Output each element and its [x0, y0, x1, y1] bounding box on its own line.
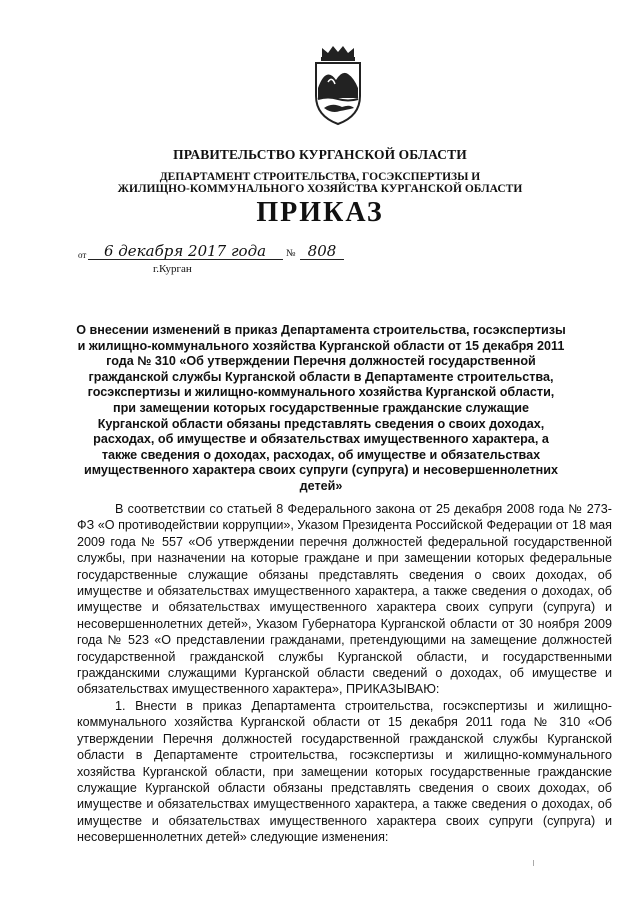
number-label: № [286, 248, 296, 259]
handwritten-number: 808 [307, 242, 337, 260]
city-name: г.Курган [153, 263, 192, 275]
coat-of-arms-icon [308, 44, 368, 126]
scan-mark [533, 860, 534, 866]
date-underline [88, 259, 283, 260]
item-1-paragraph: 1. Внести в приказ Департамента строительства, госэкспертизы и жилищно-коммунального хозяйства Курганской области от 15 декабря 2011 года № 310 «Об утверждении Перечня должностей государственной гражданской службы Курганской области в Департаменте строительства, госэкспертизы и жилищно-коммунального хозяйства Курганской области, при замещении которых государственные гражданские служащие Курганской области обязаны представлять сведения о своих доходах, об имуществе и обязательствах имущественного характера, а также сведения о доходах, об имуществе и обязательствах имущественного характера своих супруги (супруга) и несовершеннолетних детей» следующие изменения: [77, 698, 612, 845]
date-number-line [78, 242, 378, 276]
handwritten-date: 6 декабря 2017 года [103, 242, 267, 260]
department-name-line1: ДЕПАРТАМЕНТ СТРОИТЕЛЬСТВА, ГОСЭКСПЕРТИЗЫ И [159, 171, 481, 183]
preamble-paragraph: В соответствии со статьей 8 Федерального закона от 25 декабря 2008 года № 273-ФЗ «О противодействии коррупции», Указом Президента Российской Федерации от 18 мая 2009 года № 557 «Об утверждении перечня должностей федеральной государственной службы, при назначении на которые граждане и при замещении которых федеральные государственные служащие обязаны представлять сведения о своих доходах, об имуществе и обязательствах имущественного характера, а также сведения о доходах, об имуществе и обязательствах имущественного характера своих супруги (супруга) и несовершеннолетних детей», Указом Губернатора Курганской области от 30 ноября 2009 года № 523 «О представлении гражданами, претендующими на замещение должностей государственной гражданской службы Курганской области, и государственными гражданскими служащими Курганской области сведений о доходах, об имуществе и обязательствах имущественного характера», ПРИКАЗЫВАЮ: [77, 502, 612, 697]
government-name: ПРАВИТЕЛЬСТВО КУРГАНСКОЙ ОБЛАСТИ [173, 147, 467, 162]
number-underline [300, 259, 344, 260]
order-title: О внесении изменений в приказ Департамента строительства, госэкспертизы и жилищно-коммунального хозяйства Курганской области от 15 декабря 2011 года № 310 «Об утверждении Перечня должностей государственной гражданской службы Курганской области в Департаменте строительства, госэкспертизы и жилищно-коммунального хозяйства Курганской области, при замещении которых государственные гражданские служащие Курганской области обязаны представлять сведения о своих доходах, расходах, об имуществе и обязательствах имущественного характера, а также сведения о доходах, расходах, об имуществе и обязательствах имущественного характера своих супруги (супруга) и несовершеннолетних детей» [76, 323, 566, 493]
order-body [77, 501, 612, 846]
document-type: ПРИКАЗ [256, 197, 384, 228]
department-name-line2: ЖИЛИЩНО-КОММУНАЛЬНОГО ХОЗЯЙСТВА КУРГАНСКОЙ ОБЛАСТИ [117, 183, 523, 195]
date-label: от [78, 250, 87, 260]
